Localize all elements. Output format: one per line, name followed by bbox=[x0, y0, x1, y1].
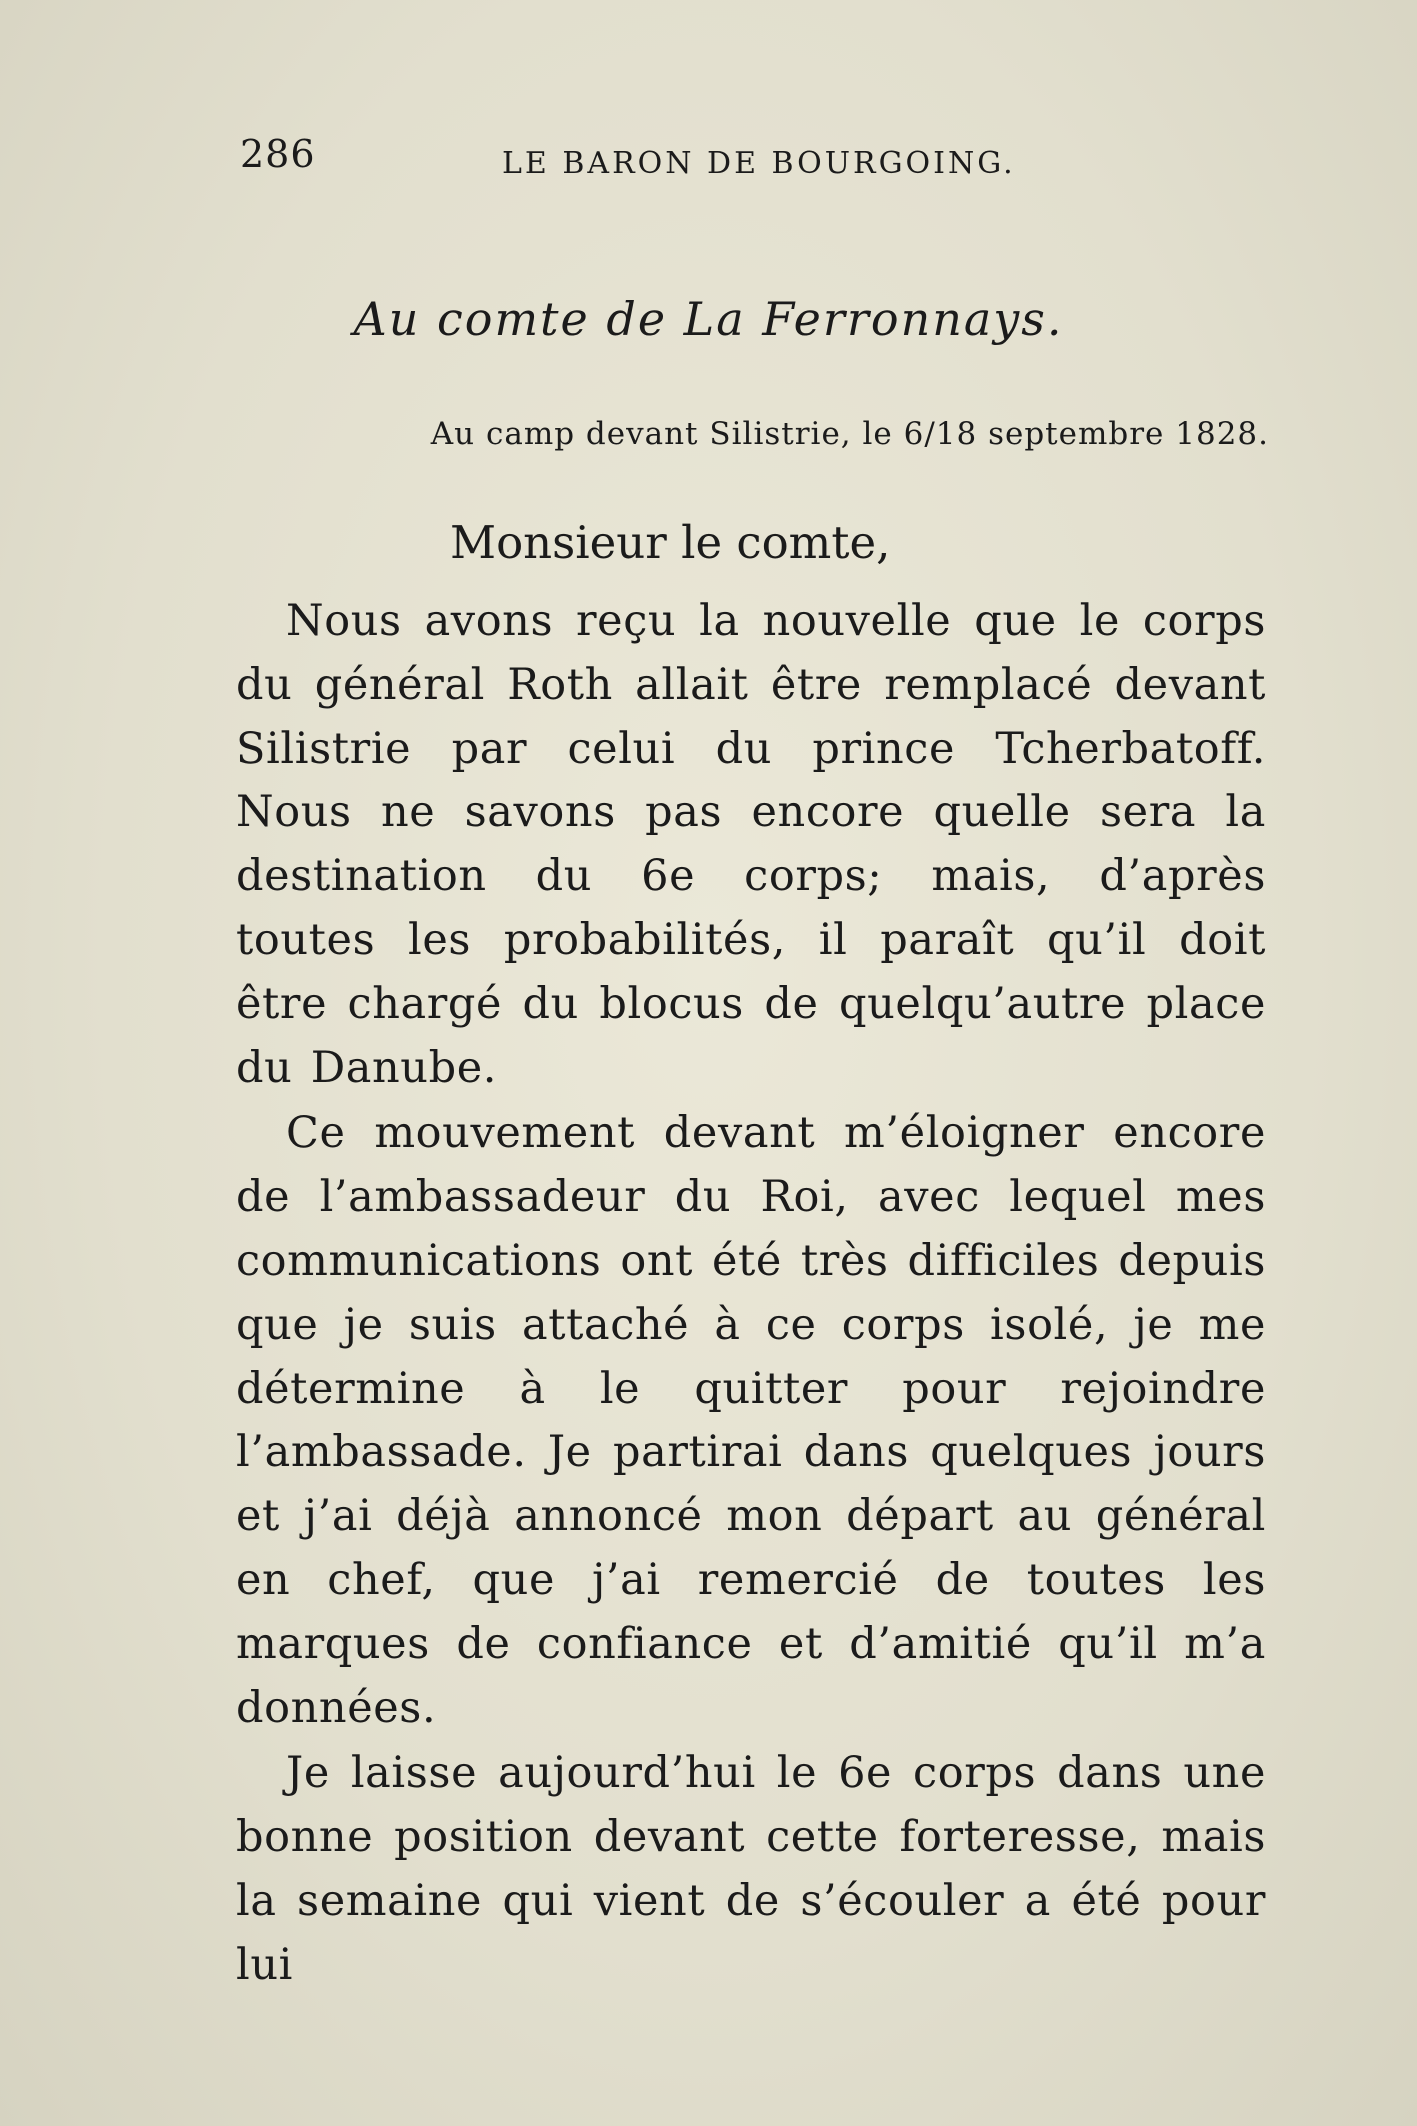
paragraph-3: Je laisse aujourd’hui le 6e corps dans une bonne position devant cette forteresse, mais la semaine qui vient de s’écouler a été pour lui bbox=[236, 1748, 1266, 1990]
letter-dateline: Au camp devant Silistrie, le 6/18 septembre 1828. bbox=[430, 416, 1269, 452]
paragraph-1: Nous avons reçu la nouvelle que le corps du général Roth allait être remplacé devant Silistrie par celui du prince Tcherbatoff. Nous ne savons pas encore quelle sera la destination du 6e corps; mais, d’après toutes les probabilités, il paraît qu’il doit être chargé du blocus de quelqu’autre place du Danube. bbox=[236, 596, 1266, 1093]
page-header bbox=[240, 132, 1270, 192]
running-head: LE BARON DE BOURGOING. bbox=[502, 146, 1016, 181]
letter-addressee: Au comte de La Ferronnays. bbox=[353, 292, 1064, 346]
paragraph-2: Ce mouvement devant m’éloigner encore de l’ambassadeur du Roi, avec lequel mes communications ont été très difficiles depuis que je suis attaché à ce corps isolé, je me détermine à le quitter pour rejoindre l’ambassade. Je partirai dans quelques jours et j’ai déjà annoncé mon départ au général en chef, que j’ai remercié de toutes les marques de confiance et d’amitié qu’il m’a données. bbox=[236, 1108, 1266, 1733]
letter-greeting: Monsieur le comte, bbox=[450, 516, 891, 569]
letter-body bbox=[236, 590, 1266, 1998]
page-number: 286 bbox=[240, 132, 316, 176]
